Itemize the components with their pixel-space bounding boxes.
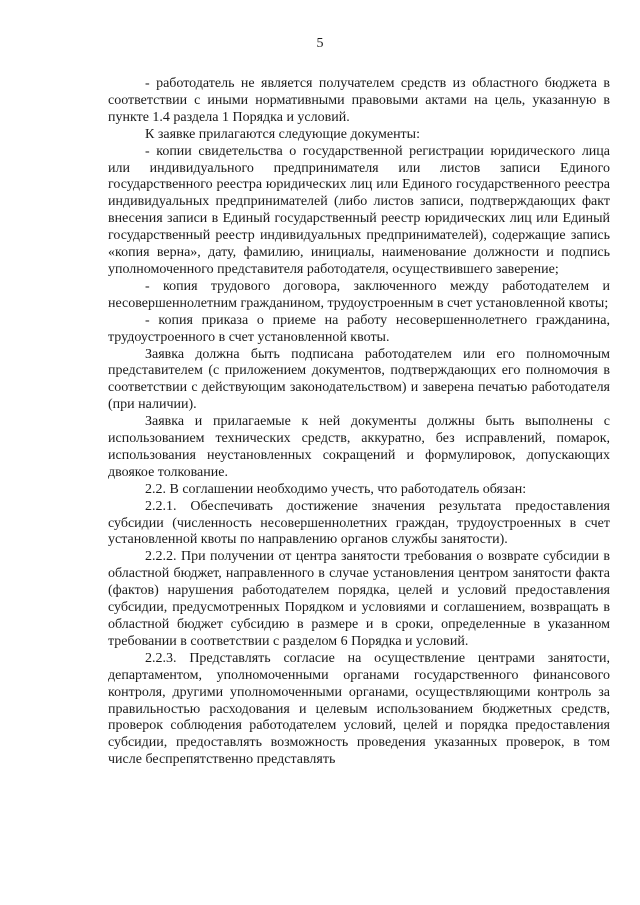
paragraph-2-2-1: 2.2.1. Обеспечивать достижение значения результата предоставления субсидии (численность несовершеннолетних граждан, трудоустроенных в счет установленной квоты по направлению органов службы занятости). [108,498,610,548]
document-body [108,76,610,769]
paragraph-hiring-order-copy: - копия приказа о приеме на работу несовершеннолетнего гражданина, трудоустроенного в счет установленной квоты. [108,312,610,345]
paragraph-2-2: 2.2. В соглашении необходимо учесть, что работодатель обязан: [145,481,527,497]
paragraph-application-signature: Заявка должна быть подписана работодателем или его полномочным представителем (с приложением документов, подтверждающих его полномочия в соответствии с действующим законодательством) и заверена печатью работодателя (при наличии). [108,346,610,413]
paragraph-employment-contract-copy: - копия трудового договора, заключенного между работодателем и несовершеннолетним гражданином, трудоустроенным в счет установленной квоты; [108,278,610,311]
paragraph-attached-documents-intro: К заявке прилагаются следующие документы: [145,126,420,142]
paragraph-2-2-3: 2.2.3. Представлять согласие на осуществление центрами занятости, департаментом, уполномоченными органами государственного финансового контроля, другими уполномоченными органами, осуществляющими контроль за правильностью расходования и целевым использованием бюджетных средств, проверок соблюдения работодателем условий, целей и порядка предоставления субсидии, предоставлять возможность проведения указанных проверок, в том числе беспрепятственно представлять [108,650,610,768]
paragraph-application-format: Заявка и прилагаемые к ней документы должны быть выполнены с использованием технических средств, аккуратно, без исправлений, помарок, использования неустановленных сокращений и формулировок, допускающих двоякое толкование. [108,414,610,480]
paragraph-2-2-2: 2.2.2. При получении от центра занятости требования о возврате субсидии в областной бюджет, направленного в случае установления центром занятости факта (фактов) нарушения работодателем порядка, целей и условий предоставления субсидии, предусмотренных Порядком и условиями и соглашением, возвращать в областной бюджет субсидию в размере и в сроки, определенные в указанном требовании в соответствии с разделом 6 Порядка и условий. [108,549,610,649]
paragraph-employer-not-recipient: - работодатель не является получателем средств из областного бюджета в соответствии с иными нормативными правовыми актами на цель, указанную в пункте 1.4 раздела 1 Порядка и условий. [108,76,610,125]
paragraph-registration-certificate-copies: - копии свидетельства о государственной регистрации юридического лица или индивидуального предпринимателя или листов записи Единого государственного реестра юридических лиц или Единого государственного реестра индивидуальных предпринимателей (либо листов записи, подтверждающих факт внесения записи в Единый государственный реестр юридических лиц или Единый государственный реестр индивидуальных предпринимателей), содержащие запись «копия верна», дату, фамилию, инициалы, наименование должности и подпись уполномоченного представителя работодателя, осуществившего заверение; [108,143,610,277]
page-number: 5 [316,36,324,51]
